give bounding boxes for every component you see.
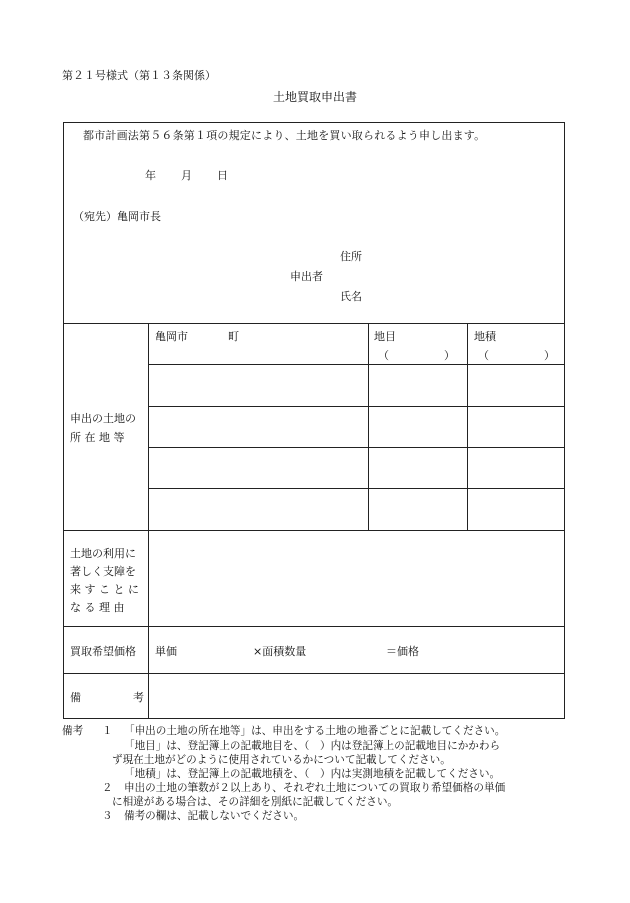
divider <box>148 447 565 448</box>
declaration-text: 都市計画法第５６条第１項の規定により、土地を買い取られるよう申し出ます。 <box>83 129 486 142</box>
divider <box>63 530 565 531</box>
footnote-number: １ <box>102 725 113 737</box>
footnote-number: ３ <box>102 810 113 822</box>
footnote-line: に相違がある場合は、その詳細を別紙に記載してください。 <box>112 796 399 808</box>
footnote-number: ２ <box>102 782 113 794</box>
day-label: 日 <box>217 169 228 182</box>
footnote-line: 申出の土地の筆数が２以上あり、それぞれ土地についての買取り希望価格の単価 <box>124 782 506 794</box>
page-title: 土地買取申出書 <box>272 90 357 104</box>
month-label: 月 <box>181 169 192 182</box>
applicant-label: 申出者 <box>290 270 323 283</box>
divider <box>148 323 149 719</box>
footnote-line: ず現在土地がどのように使用されているかについて記載してください。 <box>112 754 451 766</box>
land-area-label: 地積 <box>474 330 496 343</box>
divider <box>63 323 565 324</box>
footnote-line: 「申出の土地の所在地等」は、申出をする土地の地番ごとに記載してください。 <box>124 725 506 737</box>
land-category-label: 地目 <box>374 330 396 343</box>
area-quantity-label: ×面積数量 <box>253 645 307 658</box>
land-location-label: 申出の土地の 所 在 地 等 <box>70 412 136 444</box>
footnote-line: 「地積」は、登記簿上の記載地積を、（ ）内は実測地積を記載してください。 <box>124 768 501 780</box>
divider <box>467 323 468 530</box>
price-label: ＝価格 <box>386 645 419 658</box>
unit-price-label: 単価 <box>155 645 177 658</box>
form-number: 第２１号様式（第１３条関係） <box>62 69 216 82</box>
remarks-label-left: 備 <box>70 691 81 704</box>
remarks-label-right: 考 <box>133 691 144 704</box>
town-label: 町 <box>228 330 239 343</box>
footnote-line: 備考の欄は、記載しないでください。 <box>124 810 305 822</box>
reason-label: 土地の利用に 著しく支障を 来 す こ と に な る 理 由 <box>70 547 139 614</box>
divider <box>63 626 565 627</box>
footnote-line: 「地目」は、登記簿上の記載地目を、（ ）内は登記簿上の記載地目にかかわら <box>124 740 501 752</box>
divider <box>148 364 565 365</box>
divider <box>63 673 565 674</box>
city-label: 亀岡市 <box>155 330 188 343</box>
footnote-label: 備考 <box>62 725 84 737</box>
year-label: 年 <box>145 169 156 182</box>
address-label: 住所 <box>340 250 362 263</box>
divider <box>148 488 565 489</box>
addressee: （宛先）亀岡市長 <box>73 210 161 223</box>
divider <box>148 406 565 407</box>
land-area-parentheses: （ ） <box>478 349 555 362</box>
divider <box>368 323 369 530</box>
desired-price-label: 買取希望価格 <box>70 645 136 658</box>
land-category-parentheses: （ ） <box>378 349 455 362</box>
name-label: 氏名 <box>340 290 362 303</box>
